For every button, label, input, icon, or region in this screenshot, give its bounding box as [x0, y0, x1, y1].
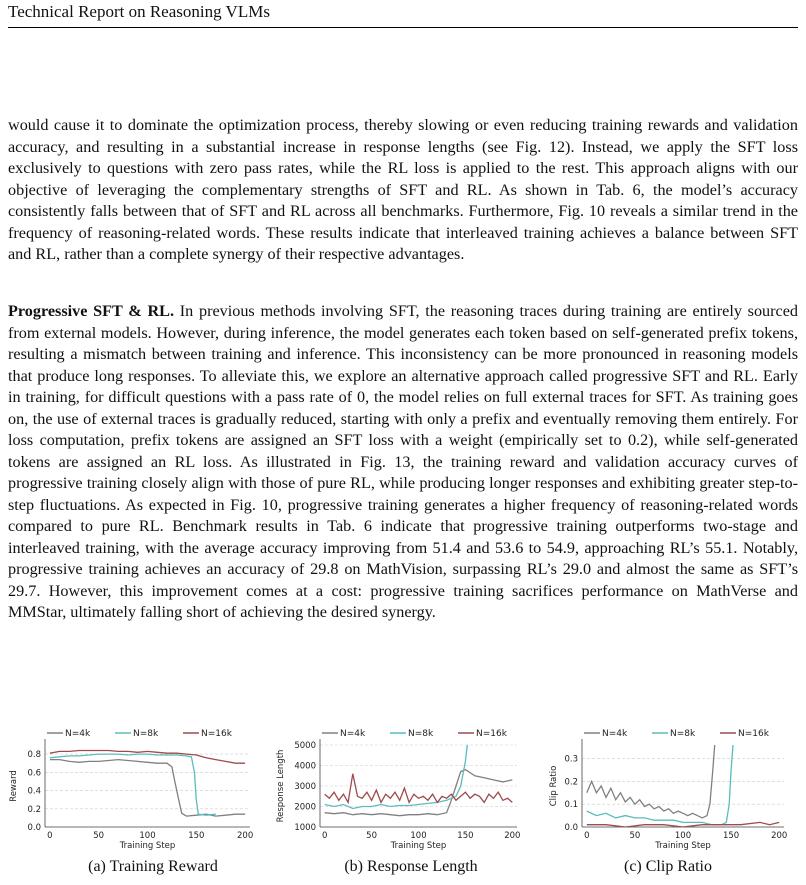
x-axis-label: Training Step	[390, 841, 447, 851]
y-tick-label: 0.4	[27, 786, 41, 797]
x-tick-label: 50	[93, 831, 105, 841]
y-tick-label: 4000	[294, 761, 316, 772]
x-tick-label: 100	[139, 831, 156, 841]
header-rule	[8, 27, 798, 28]
y-tick-label: 0.2	[27, 804, 41, 815]
x-tick-label: 200	[237, 831, 254, 841]
legend-label: N=4k	[65, 729, 91, 739]
y-axis-label: Response Length	[276, 749, 286, 823]
y-tick-label: 0.0	[564, 823, 578, 833]
x-tick-label: 150	[188, 831, 205, 841]
x-tick-label: 200	[771, 831, 788, 841]
legend-label: N=4k	[602, 729, 628, 739]
figure-response-length	[275, 725, 525, 857]
x-tick-label: 50	[629, 831, 641, 841]
caption-a: (a) Training Reward	[88, 858, 218, 875]
x-tick-label: 150	[457, 831, 474, 841]
legend-label: N=16k	[476, 729, 507, 739]
series-line-n-8k	[50, 754, 216, 815]
legend-label: N=16k	[201, 729, 232, 739]
legend-label: N=8k	[408, 729, 434, 739]
y-tick-label: 0.1	[564, 800, 578, 811]
chart-training-reward	[8, 725, 258, 857]
figure-clip-ratio	[542, 725, 792, 857]
series-line-n-16k	[587, 822, 779, 827]
chart-clip-ratio	[542, 725, 792, 857]
paragraph-heading: Progressive SFT & RL.	[8, 302, 175, 320]
legend-label: N=8k	[670, 729, 696, 739]
y-axis-label: Reward	[9, 770, 19, 802]
running-header: Technical Report on Reasoning VLMs	[8, 2, 270, 21]
y-axis-label: Clip Ratio	[549, 765, 559, 807]
x-tick-label: 0	[584, 831, 590, 841]
y-tick-label: 0.0	[27, 823, 41, 833]
series-line-n-16k	[50, 751, 245, 764]
x-tick-label: 0	[47, 831, 53, 841]
x-tick-label: 100	[410, 831, 427, 841]
y-tick-label: 1000	[294, 823, 316, 833]
x-tick-label: 50	[366, 831, 378, 841]
paragraph-interleaved: would cause it to dominate the optimization process, thereby slowing or even reducing training rewards and validation accuracy, and resulting in a substantial increase in response lengths (see Fig. 12). Instead, we apply the SFT loss exclusively to questions with zero pass rates, while the RL loss is applied to the rest. This approach aligns with our objective of leveraging the complementary strengths of SFT and RL. As shown in Tab. 6, the model’s accuracy consistently falls between that of SFT and RL across all benchmarks. Furthermore, Fig. 10 reveals a similar trend in the frequency of reasoning-related words. These results indicate that interleaved training achieves a balance between SFT and RL, rather than a complete synergy of their respective advantages.	[8, 116, 798, 263]
series-line-n-4k	[587, 745, 715, 818]
figure-training-reward	[8, 725, 258, 857]
legend-label: N=16k	[738, 729, 769, 739]
x-tick-label: 100	[674, 831, 692, 841]
y-tick-label: 0.2	[564, 777, 578, 788]
x-tick-label: 0	[321, 831, 328, 841]
series-line-n-4k	[50, 760, 245, 817]
y-tick-label: 0.3	[564, 754, 578, 765]
legend-label: N=4k	[340, 729, 366, 739]
chart-response-length	[275, 725, 525, 857]
y-tick-label: 0.8	[27, 750, 41, 761]
caption-c: (c) Clip Ratio	[624, 858, 712, 875]
y-tick-label: 2000	[294, 802, 316, 813]
y-tick-label: 3000	[294, 782, 316, 792]
y-tick-label: 0.6	[27, 768, 41, 779]
y-tick-label: 5000	[294, 741, 316, 751]
caption-b: (b) Response Length	[344, 858, 478, 875]
legend-label: N=8k	[133, 729, 159, 739]
paragraph-progressive	[8, 301, 798, 624]
x-axis-label: Training Step	[119, 841, 176, 851]
paragraph-body: In previous methods involving SFT, the reasoning traces during training are entirely sourced from external models. However, during inference, the model generates each token based on self-generated prefix tokens, resulting a mismatch between training and inference. This inconsistency can be more pronounced in reasoning models that produce long responses. To alleviate this, we explore an alternative approach called progressive SFT and RL. Early in training, for difficult questions with a pass rate of 0, the model relies on full external traces for SFT. As training goes on, the use of external traces is gradually reduced, starting with only a prefix and eventually removing them entirely. For loss computation, prefix tokens are assigned an SFT loss with a weight (empirically set to 0.2), while self-generated tokens are assigned an RL loss. As illustrated in Fig. 13, the training reward and validation accuracy curves of progressive training closely align with those of pure RL, while producing longer responses and exhibiting greater step-to-step fluctuations. As expected in Fig. 10, progressive training generates a higher frequency of reasoning-related words compared to pure RL. Benchmark results in Tab. 6 indicate that progressive training outperforms two-stage and interleaved training, with the average accuracy improving from 51.4 and 53.6 to 54.9, approaching RL’s 55.1. Notably, progressive training achieves an accuracy of 29.8 on MathVision, surpassing RL’s 29.0 and almost the same as SFT’s 29.7. However, this improvement comes at a cost: progressive training sacrifices performance on MathVerse and MMStar, ultimately falling short of achieving the desired synergy.	[8, 302, 798, 621]
x-tick-label: 200	[504, 831, 521, 841]
x-axis-label: Training Step	[655, 841, 711, 851]
x-tick-label: 150	[722, 831, 740, 841]
